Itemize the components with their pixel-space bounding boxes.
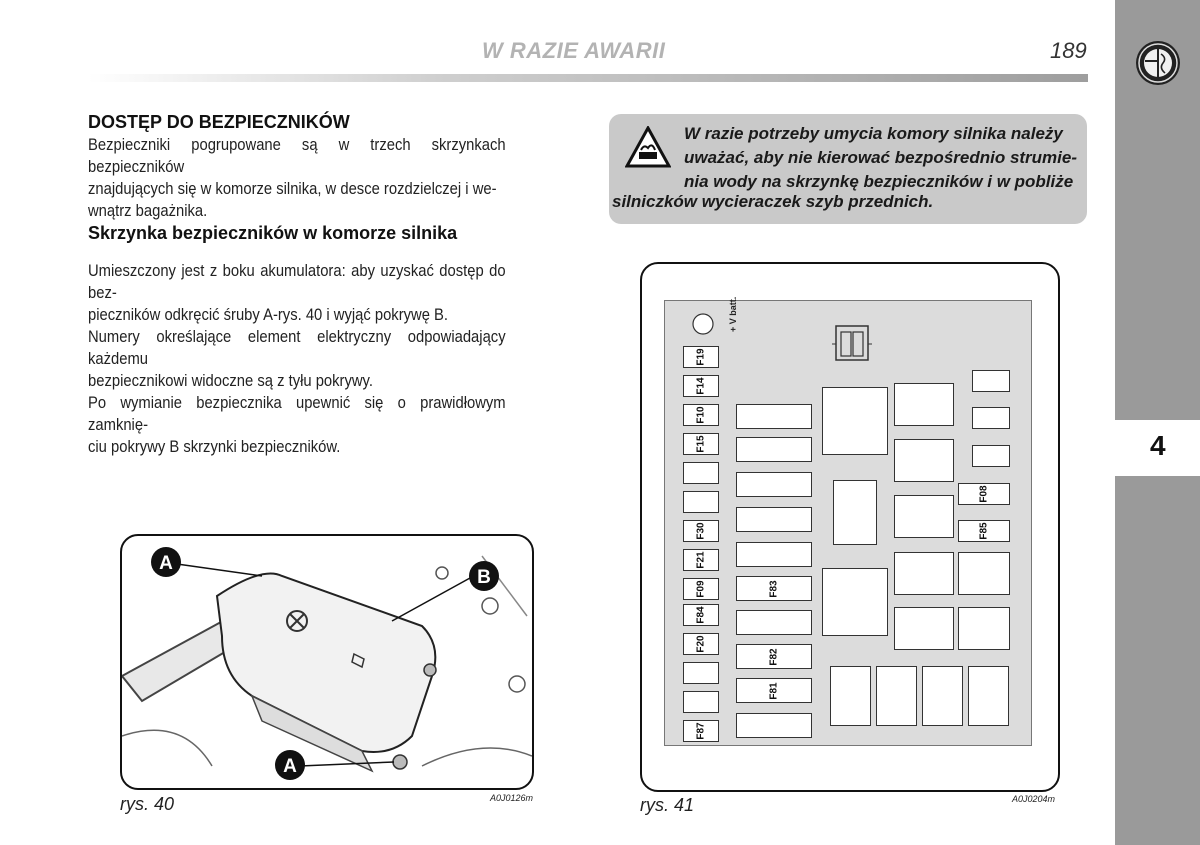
fuse-slot [972, 407, 1010, 429]
fuse-slot [683, 691, 719, 713]
fuse-label: F21 [695, 551, 707, 569]
subheading: Skrzynka bezpieczników w komorze silnika [88, 223, 458, 243]
relay-slot [822, 568, 888, 636]
brand-logo-icon [1135, 40, 1181, 86]
body-line: Numery określające element elektryczny odpowiadający każdemu [88, 327, 506, 368]
fuse-slot [736, 404, 812, 429]
page-number: 189 [1050, 38, 1087, 63]
fuse-slot [736, 437, 812, 462]
figure-40 [120, 534, 534, 790]
figure-41-caption: rys. 41 [640, 795, 695, 815]
fuse-label: F14 [695, 377, 707, 395]
fuse-label: F09 [695, 580, 707, 598]
fuse-slot [972, 370, 1010, 392]
warning-triangle-icon [625, 126, 671, 168]
fuse-slot [958, 520, 1010, 542]
fuse-slot [736, 644, 812, 669]
fuse-label: F81 [768, 681, 780, 700]
fuse-label: F84 [695, 606, 707, 624]
fuse-slot [683, 604, 719, 626]
relay-slot [894, 383, 954, 426]
fuse-label: F10 [695, 406, 707, 424]
relay-slot [922, 666, 963, 726]
relay-slot [894, 495, 954, 538]
body-line: Umieszczony jest z boku akumulatora: aby uzyskać dostęp do bez- [88, 261, 506, 302]
warning-line: silniczków wycieraczek szyb przednich. [612, 192, 934, 211]
battery-terminal-icon [692, 313, 714, 335]
relay-slot [894, 439, 954, 482]
relay-slot [958, 552, 1010, 595]
figure-40-code: A0J0126m [490, 793, 534, 803]
fuse-label: F87 [695, 722, 707, 740]
fuse-label: F82 [768, 647, 780, 666]
relay-slot [958, 607, 1010, 650]
fuse-slot [736, 507, 812, 532]
fuse-label: F30 [695, 522, 707, 540]
relay-slot [830, 666, 871, 726]
fuse-slot [683, 346, 719, 368]
body-line: Po wymianie bezpiecznika upewnić się o prawidłowym zamknię- [88, 393, 506, 434]
fuse-slot [683, 520, 719, 542]
chapter-number: 4 [1150, 430, 1166, 461]
fuse-label: F85 [978, 522, 990, 540]
fuse-slot [683, 720, 719, 742]
fuse-slot [736, 610, 812, 635]
fuse-slot [683, 491, 719, 513]
relay-slot [822, 387, 888, 455]
relay-slot [894, 552, 954, 595]
fuse-label: F20 [695, 635, 707, 653]
body-line: ciu pokrywy B skrzynki bezpieczników. [88, 437, 341, 456]
relay-slot [968, 666, 1009, 726]
figure-40-caption: rys. 40 [120, 794, 175, 814]
relay-slot [833, 480, 877, 545]
intro-paragraph [88, 134, 506, 222]
figure-41-code: A0J0204m [1012, 794, 1056, 804]
warning-line: uważać, aby nie kierować bezpośrednio strumie- [684, 148, 1078, 167]
fuse-slot [736, 542, 812, 567]
fuse-slot [958, 483, 1010, 505]
fuse-label: F19 [695, 348, 707, 366]
fuse-slot [683, 433, 719, 455]
fuse-label: F83 [768, 579, 780, 598]
fuse-label: F15 [695, 435, 707, 453]
fuse-slot [972, 445, 1010, 467]
fuse-slot [736, 713, 812, 738]
relay-slot [894, 607, 954, 650]
fuse-slot [683, 549, 719, 571]
fuse-slot [736, 472, 812, 497]
relay-slot [876, 666, 917, 726]
vbatt-label: + V batt. [728, 296, 738, 332]
engine-bay-illustration [122, 536, 532, 788]
intro-line: Bezpieczniki pogrupowane są w trzech skrzynkach bezpieczników [88, 135, 506, 176]
body-line: pieczników odkręcić śruby A-rys. 40 i wyjąć pokrywę B. [88, 305, 449, 324]
fuse-slot [683, 662, 719, 684]
fuse-label: F08 [978, 485, 990, 503]
callout-label: A [159, 553, 173, 574]
fuse-slot [736, 678, 812, 703]
section-heading: DOSTĘP DO BEZPIECZNIKÓW [88, 112, 350, 132]
callout-label: B [477, 567, 491, 588]
header-rule [88, 74, 1088, 82]
body-line: bezpiecznikowi widoczne są z tyłu pokrywy. [88, 371, 373, 390]
warning-line: nia wody na skrzynkę bezpieczników i w pobliże [684, 172, 1074, 191]
intro-line: znajdujących się w komorze silnika, w desce rozdzielczej i we- [88, 179, 497, 198]
callout-label: A [283, 756, 297, 777]
relay-connector-icon [832, 322, 874, 366]
fuse-slot [683, 578, 719, 600]
intro-line: wnątrz bagażnika. [88, 201, 208, 220]
body-paragraph [88, 260, 506, 458]
warning-line: W razie potrzeby umycia komory silnika należy [684, 124, 1063, 143]
fuse-slot [683, 633, 719, 655]
fuse-slot [683, 462, 719, 484]
fuse-slot [683, 375, 719, 397]
page-title: W RAZIE AWARII [482, 38, 666, 63]
fuse-slot [736, 576, 812, 601]
fuse-slot [683, 404, 719, 426]
